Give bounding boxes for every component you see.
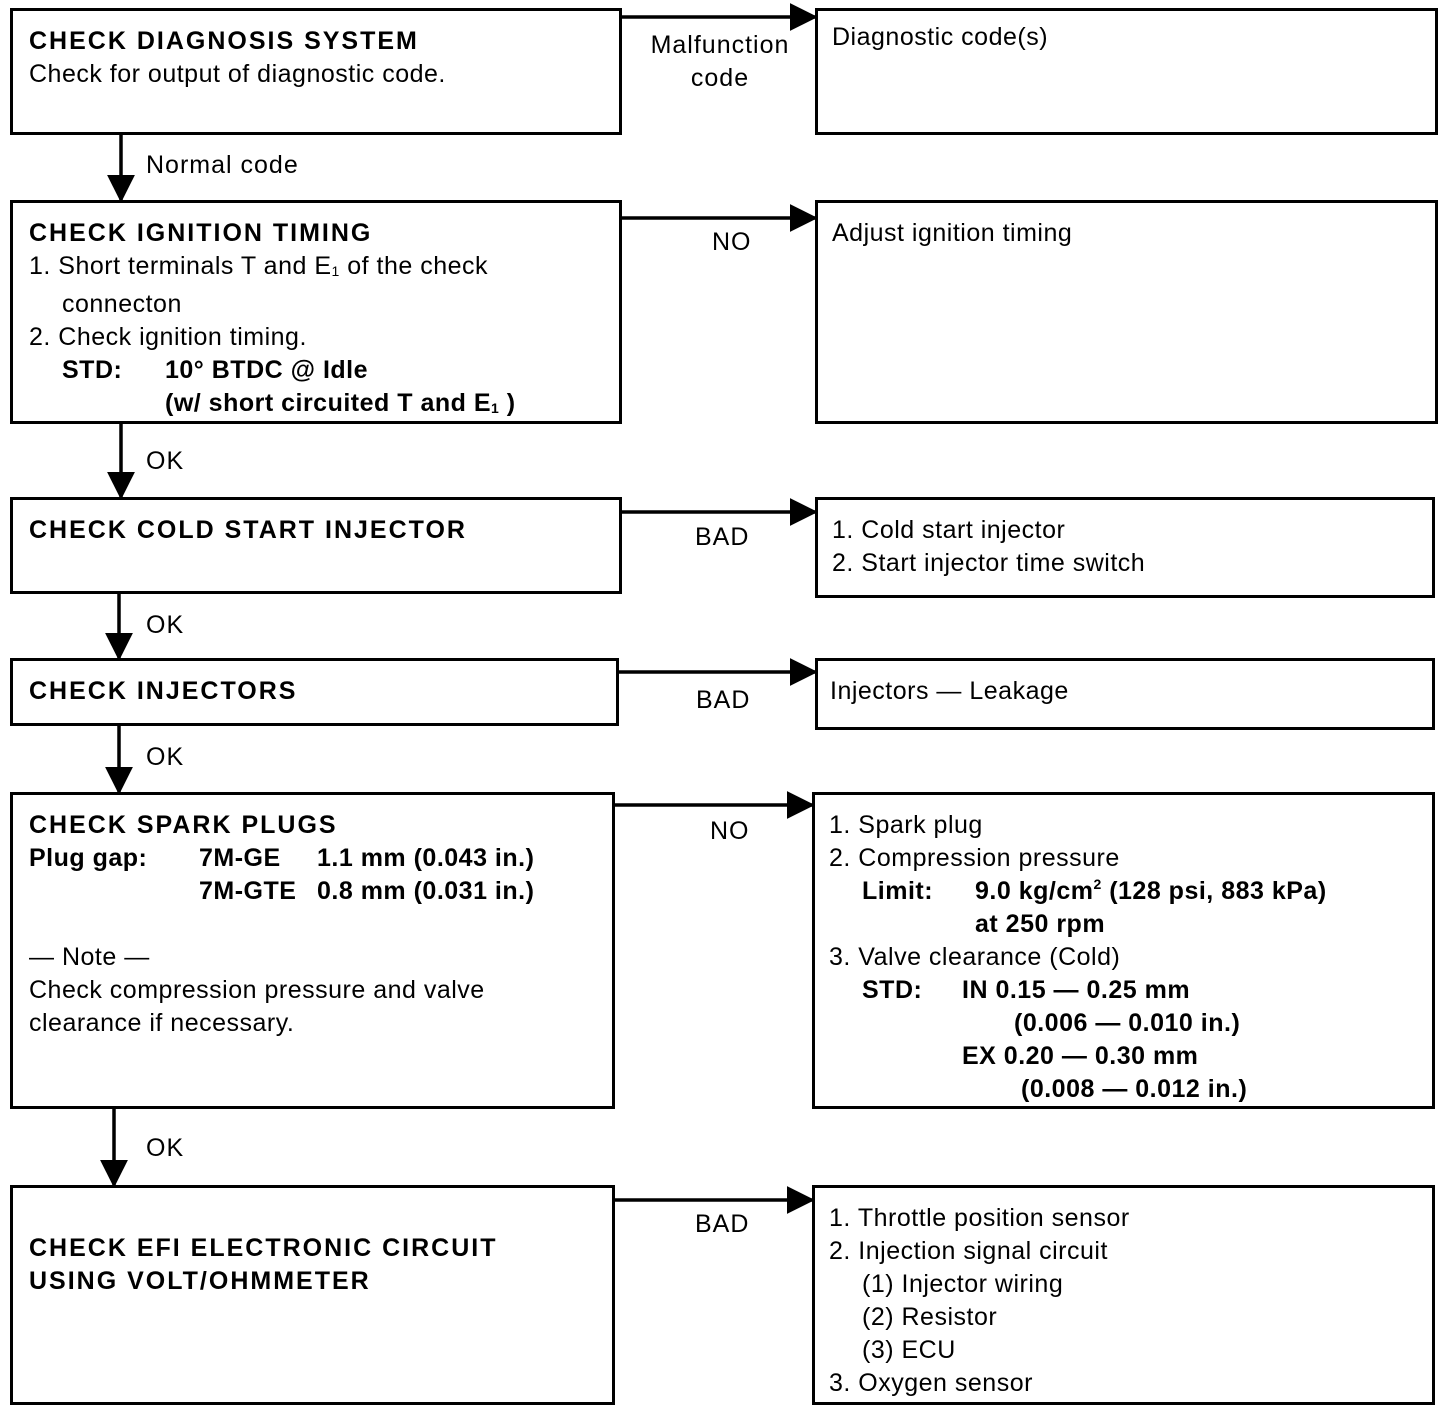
step-check-ignition-timing [10,200,622,424]
step-title-line1: CHECK EFI ELECTRONIC CIRCUIT [29,1234,498,1262]
result-text: Diagnostic code(s) [832,23,1049,51]
result-subitem-1: (1) Injector wiring [862,1270,1064,1298]
step-std-line: STD: 10° BTDC @ Idle [62,356,369,384]
step-check-injectors [10,658,619,726]
label-ok-3: OK [146,743,185,771]
result-limit-row: Limit: 9.0 $kg/cm^2$ (128 psi, 883 kPa) [862,876,1327,905]
result-injectors-leakage [815,658,1435,730]
label-ok-4: OK [146,1134,185,1162]
plug-gap-row-2: 7M-GTE 0.8 mm (0.031 in.) [199,877,535,905]
step-text-line1: 1. Short terminals T and $E_1$ of the check [29,252,489,280]
label-no-2: NO [710,817,750,845]
result-item-3: 3. Oxygen sensor [829,1369,1033,1397]
result-item-2: 2. Compression pressure [829,844,1120,872]
result-item-1: 1. Cold start injector [832,516,1066,544]
plug-gap-row-1: Plug gap: 7M-GE 1.1 mm (0.043 in.) [29,844,535,872]
label-ok-2: OK [146,611,185,639]
note-line-2: clearance if necessary. [29,1009,295,1037]
result-text: Injectors — Leakage [830,677,1069,705]
result-ex-inch: (0.008 — 0.012 in.) [1021,1075,1248,1103]
result-item-2: 2. Injection signal circuit [829,1237,1108,1265]
result-text: Adjust ignition timing [832,219,1073,247]
result-cold-start [815,497,1435,598]
result-item-1: 1. Spark plug [829,811,983,839]
step-std-note: (w/ short circuited T and $E_1$ ) [165,389,516,417]
result-ex-row: EX 0.20 — 0.30 mm [962,1042,1199,1070]
step-check-spark-plugs [10,792,615,1109]
step-check-cold-start-injector [10,497,622,594]
step-text-line1-cont: connecton [62,290,182,318]
label-bad-1: BAD [695,523,750,551]
step-title: CHECK DIAGNOSIS SYSTEM [29,27,419,55]
result-diagnostic-codes [815,8,1438,135]
label-no-1: NO [712,228,752,256]
result-item-1: 1. Throttle position sensor [829,1204,1130,1232]
step-title: CHECK COLD START INJECTOR [29,516,467,544]
note-line-1: Check compression pressure and valve [29,976,485,1004]
result-subitem-3: (3) ECU [862,1336,956,1364]
step-check-diagnosis-system [10,8,622,135]
result-item-2: 2. Start injector time switch [832,549,1146,577]
step-title: CHECK SPARK PLUGS [29,811,338,839]
step-title-line2: USING VOLT/OHMMETER [29,1267,371,1295]
step-text-line2: 2. Check ignition timing. [29,323,307,351]
label-malfunction-code: Malfunction code [650,31,790,92]
label-bad-3: BAD [695,1210,750,1238]
result-in-inch: (0.006 — 0.010 in.) [1014,1009,1241,1037]
result-adjust-ignition-timing [815,200,1438,424]
result-std-in-row: STD: IN 0.15 — 0.25 mm [862,976,1191,1004]
note-title: — Note — [29,943,150,971]
step-check-efi-electronic-circuit [10,1185,615,1405]
step-text: Check for output of diagnostic code. [29,60,446,88]
result-spark-plug [812,792,1435,1109]
result-subitem-2: (2) Resistor [862,1303,998,1331]
label-ok-1: OK [146,447,185,475]
label-normal-code: Normal code [146,151,299,179]
label-bad-2: BAD [696,686,751,714]
result-limit-rpm: at 250 rpm [975,910,1106,938]
step-title: CHECK IGNITION TIMING [29,219,373,247]
result-item-3: 3. Valve clearance (Cold) [829,943,1121,971]
step-title: CHECK INJECTORS [29,677,298,705]
result-efi-items [812,1185,1435,1405]
